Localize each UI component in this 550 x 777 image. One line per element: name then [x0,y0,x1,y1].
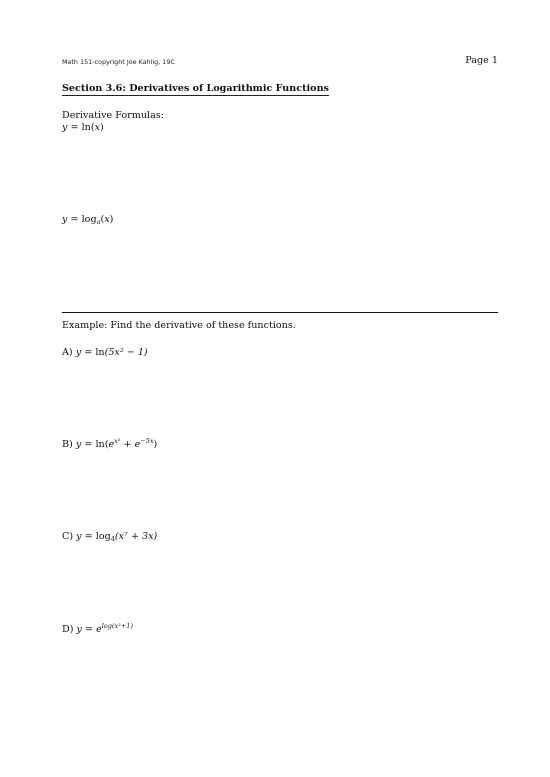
section-title: Section 3.6: Derivatives of Logarithmic Functions [62,83,329,94]
formula-log-a: $y = \log_a(x)$ [62,214,114,226]
part-b-label: B) [62,439,73,450]
plus: + [123,439,132,450]
problem-c [62,531,157,542]
part-c-label: C) [62,531,74,542]
problem-d [62,624,133,635]
equals: = [70,122,79,133]
base-e: e [96,624,102,635]
equals: = [70,214,79,225]
var-x: x [104,214,110,225]
header-page-number: Page 1 [465,55,498,66]
exp-minus-5x: −5x [140,437,154,445]
ln-func: ln [81,122,91,133]
problem-b: B) $y = \ln(e^{x^2} + e^{-5x})$ [62,437,158,450]
problem-a [62,347,148,358]
formula-ln: y = ln(x) [62,122,104,133]
exp-x-squared: x² [114,437,121,445]
var-y: y [76,624,82,635]
base-e: e [134,439,141,450]
var-x: x [94,122,101,133]
log-base-a: a [96,218,101,226]
base-e: e [108,439,115,450]
equals: = [84,624,94,635]
section-divider [62,312,498,313]
log-func: log [95,531,111,542]
var-y: y [62,214,68,225]
part-a-label: A) [62,347,73,358]
var-y: y [62,122,68,133]
equals: = [84,347,93,358]
log-base-4: 4 [110,535,115,543]
ln-func: ln [95,347,105,358]
example-prompt: Example: Find the derivative of these functions. [62,320,296,331]
exp-log: log(x²+1) [101,622,133,630]
log-func: log [81,214,97,225]
equals: = [84,531,93,542]
header-copyright: Math 151-copyright Joe Kahlig, 19C [62,58,175,66]
expr-c: (x⁷ + 3x) [114,531,158,542]
var-y: y [75,347,82,358]
var-y: y [75,439,82,450]
expr-a: (5x² − 1) [104,347,148,358]
equals: = [84,439,93,450]
var-y: y [76,531,82,542]
formulas-heading: Derivative Formulas: [62,110,164,121]
part-d-label: D) [62,624,74,635]
ln-func: ln [95,439,105,450]
